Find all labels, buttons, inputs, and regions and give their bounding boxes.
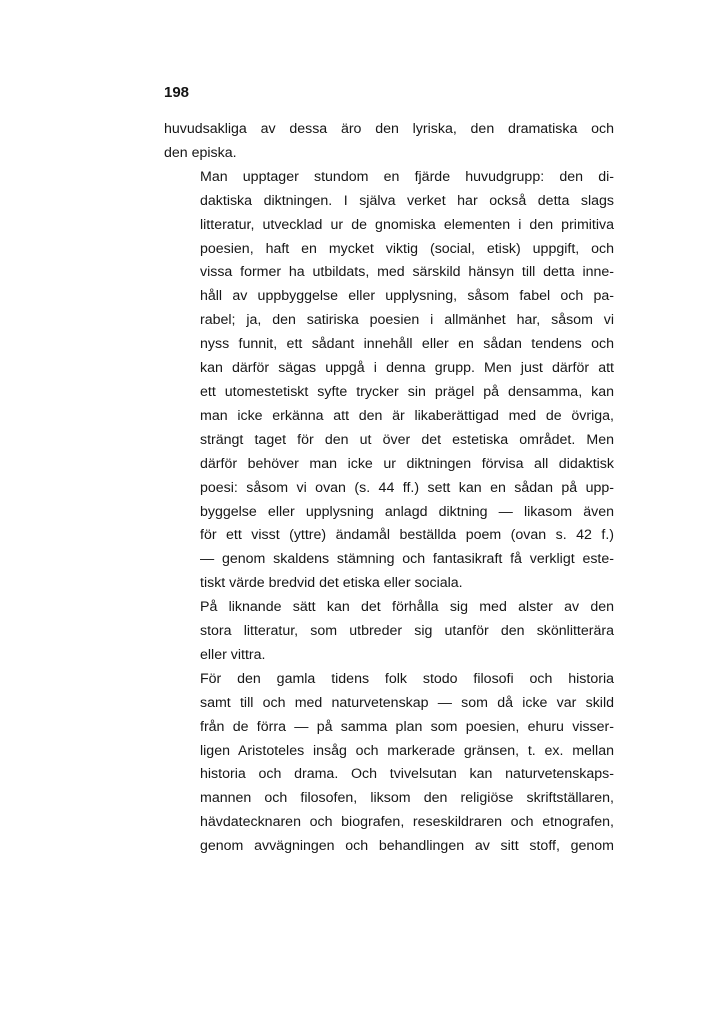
paragraph-3	[164, 596, 614, 668]
text-line: poesien, haft en mycket viktig (social, etisk) uppgift, och	[200, 240, 614, 257]
paragraph-4	[164, 668, 614, 859]
text-line: ett utomestetiskt syfte trycker sin prägel på densamma, kan	[200, 383, 614, 400]
text-line: kan därför sägas uppgå i denna grupp. Men just därför att	[200, 360, 614, 377]
text-line: för ett visst (yttre) ändamål beställda poem (ovan s. 42 f.)	[200, 527, 614, 544]
text-line: huvudsakliga av dessa äro den lyriska, den dramatiska och	[164, 121, 614, 137]
text-line: historia och drama. Och tvivelsutan kan naturvetenskaps-	[200, 766, 614, 783]
text-line: daktiska diktningen. I själva verket har också detta slags	[200, 192, 614, 209]
text-line: mannen och filosofen, liksom den religiöse skriftställaren,	[200, 790, 614, 807]
text-line: För den gamla tidens folk stodo filosofi och historia	[200, 670, 614, 687]
text-line: samt till och med naturvetenskap — som då icke var skild	[200, 694, 614, 711]
text-line: Man upptager stundom en fjärde huvudgrupp: den di-	[200, 168, 614, 185]
text-line: hävdatecknaren och biografen, reseskildraren och etnografen,	[200, 814, 614, 831]
text-line: man icke erkänna att den är likaberättigad med de övriga,	[200, 407, 614, 424]
text-line: byggelse eller upplysning anlagd diktning — likasom även	[200, 503, 614, 520]
text-line: från de förra — på samma plan som poesien, ehuru visser-	[200, 718, 614, 735]
text-line: genom avvägningen och behandlingen av sitt stoff, genom	[200, 838, 614, 855]
text-line: nyss funnit, ett sådant innehåll eller en sådan tendens och	[200, 336, 614, 353]
text-line: rabel; ja, den satiriska poesien i allmänhet har, såsom vi	[200, 312, 614, 329]
text-line: vissa former ha utbildats, med särskild hänsyn till detta inne-	[200, 264, 614, 281]
text-line: därför behöver man icke ur diktningen förvisa all didaktisk	[200, 455, 614, 472]
text-line: håll av uppbyggelse eller upplysning, såsom fabel och pa-	[200, 288, 614, 305]
body-text	[164, 118, 614, 859]
text-line: ligen Aristoteles insåg och markerade gränsen, t. ex. mellan	[200, 742, 614, 759]
text-line: tiskt värde bredvid det etiska eller sociala.	[200, 575, 463, 592]
text-line: På liknande sätt kan det förhålla sig med alster av den	[200, 599, 614, 616]
text-line: litteratur, utvecklad ur de gnomiska elementen i den primitiva	[200, 216, 614, 233]
text-line: den episka.	[164, 144, 237, 161]
text-line: poesi: såsom vi ovan (s. 44 ff.) sett kan en sådan på upp-	[200, 479, 614, 496]
text-line: strängt taget för den ut över det estetiska området. Men	[200, 431, 614, 448]
page-number: 198	[164, 84, 190, 101]
text-line: stora litteratur, som utbreder sig utanför den skönlitterära	[200, 623, 614, 640]
text-line: — genom skaldens stämning och fantasikraft få verkligt este-	[200, 551, 614, 568]
paragraph-1	[164, 118, 614, 166]
text-line: eller vittra.	[200, 646, 266, 663]
paragraph-2	[164, 166, 614, 596]
